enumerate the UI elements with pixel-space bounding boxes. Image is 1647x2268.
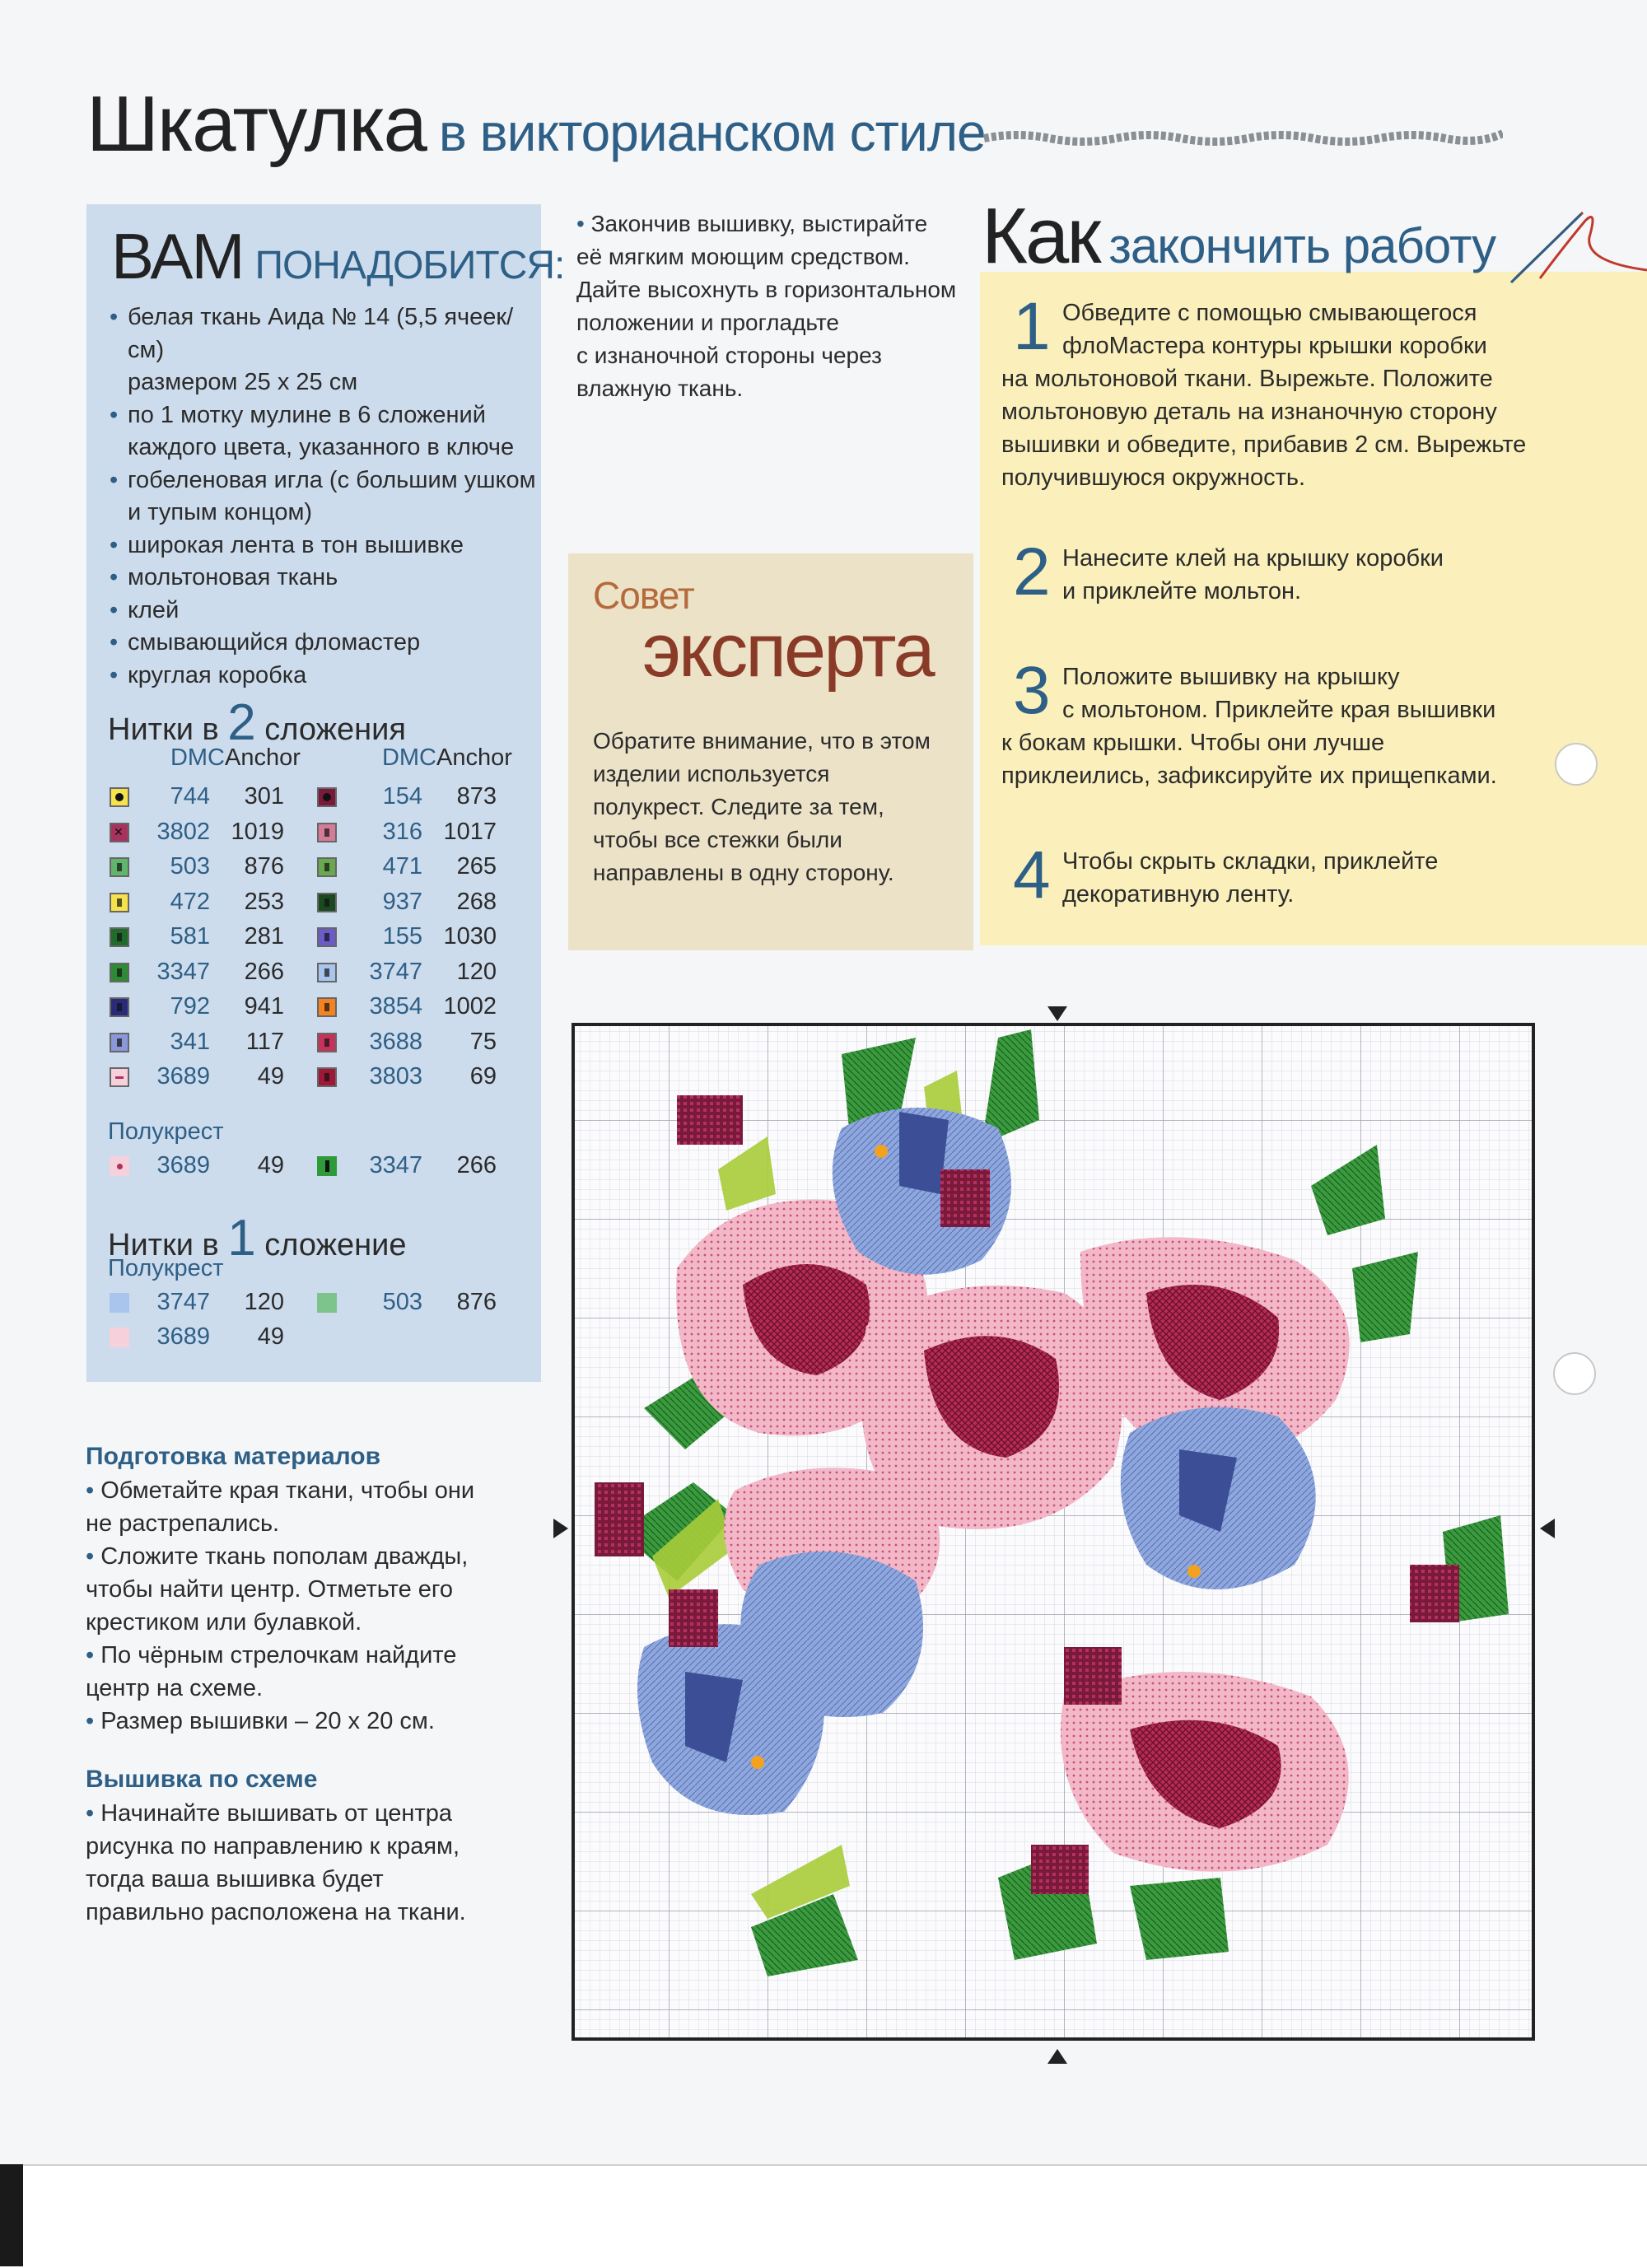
table-row [86,1061,541,1095]
expert-line: Обратите внимание, что в этом [593,728,931,754]
finish-note-text: Закончив вышивку, выстирайте [590,211,928,236]
instruction-line: • Сложите ткань пополам дважды, [86,1543,469,1570]
dmc-code: 3689 [156,1152,210,1178]
step-line: к бокам крышки. Чтобы они лучше [1001,730,1385,756]
step-line: мольтоновую деталь на изнаночную сторону [1001,399,1497,425]
threads2-title-num: 2 [227,694,256,751]
title-main: Шкатулка [86,80,426,168]
dmc-code: 503 [170,853,210,880]
dmc-code: 3803 [369,1063,422,1090]
step-line: вышивки и обведите, прибавив 2 см. Вырежьте [1001,432,1527,458]
anchor-code: 49 [257,1063,284,1090]
dmc-code: 3854 [369,993,422,1020]
swatch [110,893,129,912]
materials-item: • смывающийся фломастер [105,627,541,660]
materials-panel [86,204,565,1382]
anchor-code: 120 [244,1289,284,1315]
cross-stitch-chart [570,1021,1537,2042]
expert-line: полукрест. Следите за тем, [593,794,884,819]
finish-note-line: положении и прогладьте [576,310,839,335]
embroider-text [86,1797,514,1929]
anchor-code: 876 [244,853,284,880]
dmc-code: 472 [170,888,210,915]
table-row [86,921,541,955]
swatch [317,997,337,1017]
swatch [317,963,337,982]
table-row [86,886,541,921]
anchor-code: 75 [469,1028,497,1055]
prep-title: Подготовка материалов [86,1443,381,1470]
expert-tip-text [593,725,955,889]
swatch [110,1156,129,1176]
half-stitch-label-1: Полукрест [108,1255,224,1281]
dmc-code: 937 [382,888,422,915]
punch-hole [1553,1352,1596,1395]
materials-item: • клей [105,595,541,628]
table-row [86,1286,541,1321]
step-line: Положите вышивку на крышку [1062,664,1400,690]
finish-note-line: • Закончив вышивку, выстирайте [576,211,928,236]
anchor-code: 873 [456,783,497,810]
finish-note [576,208,972,405]
col-dmc-left: DMC [170,744,225,771]
swatch [110,927,129,947]
col-anchor-left: Anchor [225,744,301,771]
dmc-code: 744 [170,783,210,810]
threads2-title-suffix: сложения [264,712,406,747]
center-arrow-left-icon [553,1519,568,1538]
expert-line: направлены в одну сторону. [593,860,894,885]
title-rest: в викторианском стиле [438,103,986,162]
anchor-code: 266 [244,958,284,985]
anchor-code: 268 [456,888,497,915]
swatch [110,1067,129,1087]
page-title [86,79,986,170]
materials-heading [111,219,564,294]
anchor-code: 266 [456,1152,497,1178]
dmc-code: 3688 [369,1028,422,1055]
step-line: приклеились, зафиксируйте их прищепками. [1001,763,1497,789]
swatch [317,1293,337,1313]
table-row [86,851,541,885]
thread-decoration [984,124,1503,152]
swatch [317,927,337,947]
anchor-code: 876 [456,1289,497,1315]
step-line: получившуюся окружность. [1001,464,1306,491]
step-number: 2 [1013,534,1051,609]
finish-note-line: влажную ткань. [576,376,744,401]
dmc-code: 3347 [369,1152,422,1178]
center-arrow-bottom-icon [1047,2049,1067,2064]
instruction-line: • По чёрным стрелочкам найдите [86,1642,457,1668]
threads1-title-prefix: Нитки в [108,1228,219,1262]
anchor-code: 265 [456,853,497,880]
finish-note-line: её мягким моющим средством. [576,244,910,269]
instruction-line: • Обметайте края ткани, чтобы они [86,1477,475,1504]
materials-item: • гобеленовая игла (с большим ушком [105,464,541,497]
anchor-code: 1019 [231,818,284,845]
dmc-code: 581 [170,923,210,950]
finish-step [1001,653,1629,792]
step-line: Чтобы скрыть складки, приклейте [1062,848,1439,875]
table-row [86,1321,541,1356]
expert-tip-box [568,553,973,950]
swatch [317,823,337,842]
dmc-code: 3747 [369,958,422,985]
page-bottom-strip [0,2164,1647,2268]
swatch [317,1033,337,1052]
swatch [317,1156,337,1176]
swatch [317,893,337,912]
instruction-line: • Размер вышивки – 20 х 20 см. [86,1708,435,1734]
center-arrow-top-icon [1047,1006,1067,1021]
anchor-code: 69 [469,1063,497,1090]
threads1-title-suffix: сложение [264,1228,407,1262]
dmc-code: 792 [170,993,210,1020]
instruction-line: чтобы найти центр. Отметьте его [86,1576,453,1603]
swatch [110,997,129,1017]
step-line: Обведите с помощью смывающегося [1062,300,1477,326]
instruction-line: центр на схеме. [86,1675,264,1701]
embroider-title: Вышивка по схеме [86,1766,318,1793]
anchor-code: 120 [456,958,497,985]
materials-item: каждого цвета, указанного в ключе [128,434,515,460]
expert-tip-big: эксперта [642,609,933,693]
materials-list [105,301,541,692]
punch-hole [1555,743,1598,786]
prep-text [86,1474,514,1738]
swatch [110,857,129,877]
finish-note-line: Дайте высохнуть в горизонтальном [576,277,957,302]
dmc-code: 3747 [156,1289,210,1315]
swatch [110,1328,129,1347]
swatch [317,1067,337,1087]
instruction-line: тогда ваша вышивка будет [86,1866,384,1892]
finish-step [1013,534,1629,609]
anchor-code: 301 [244,783,284,810]
dmc-code: 471 [382,853,422,880]
materials-item: • белая ткань Аида № 14 (5,5 ячеек/см) [105,301,541,366]
dmc-code: 3347 [156,958,210,985]
finish-title [982,191,1495,282]
expert-line: изделии используется [593,761,830,786]
threads2-title-prefix: Нитки в [108,712,219,747]
anchor-code: 1030 [443,923,497,950]
swatch [110,1293,129,1313]
table-row [86,1150,541,1184]
dmc-code: 3689 [156,1323,210,1350]
expert-line: чтобы все стежки были [593,827,842,852]
materials-item: • круглая коробка [105,660,541,693]
col-dmc-right: DMC [381,744,436,771]
dmc-code: 341 [170,1028,210,1055]
dmc-code: 3689 [156,1063,210,1090]
finish-note-line: с изнаночной стороны через [576,343,882,368]
step-line: декоративную ленту. [1062,881,1295,908]
step-number: 3 [1013,653,1051,728]
swatch: ✕ [110,823,129,842]
half-stitch-label: Полукрест [108,1118,224,1145]
table-row [86,781,541,815]
anchor-code: 253 [244,888,284,915]
swatch [110,787,129,807]
materials-item: и тупым концом) [128,499,313,525]
dmc-code: 3802 [156,818,210,845]
dmc-code: 155 [382,923,422,950]
table-row [86,956,541,991]
page-left-edge [0,2164,23,2266]
table-row [86,816,541,851]
step-line: Нанесите клей на крышку коробки [1062,545,1444,572]
instruction-line: • Начинайте вышивать от центра [86,1800,452,1827]
anchor-code: 117 [245,1028,284,1055]
anchor-code: 1017 [443,818,497,845]
finish-step [1013,838,1629,912]
finish-title-small: закончить работу [1108,218,1496,273]
table-row [86,1026,541,1061]
instruction-line: крестиком или булавкой. [86,1609,362,1636]
col-anchor-right: Anchor [436,744,512,771]
expert-tip-small: Совет [593,574,694,617]
anchor-code: 49 [257,1152,284,1178]
threads2-title [108,693,406,752]
instruction-line: правильно расположена на ткани. [86,1899,466,1925]
thread-tail-decoration [1507,204,1647,287]
anchor-code: 49 [257,1323,284,1350]
step-line: с мольтоном. Приклейте края вышивки [1062,697,1496,723]
swatch [317,857,337,877]
materials-heading-big: ВАМ [111,220,244,292]
materials-item: размером 25 х 25 см [128,369,358,395]
instruction-line: не растрепались. [86,1510,280,1537]
anchor-code: 281 [244,923,284,950]
materials-heading-small: ПОНАДОБИТСЯ: [254,244,565,287]
center-arrow-right-icon [1540,1519,1555,1538]
materials-item: • широкая лента в тон вышивке [105,530,541,562]
threads1-title-num: 1 [227,1210,256,1267]
dmc-code: 503 [382,1289,422,1315]
finish-step [1001,289,1629,494]
step-number: 4 [1013,838,1051,912]
materials-item: • по 1 мотку мулине в 6 сложений [105,399,541,432]
materials-item: • мольтоновая ткань [105,562,541,595]
anchor-code: 1002 [443,993,497,1020]
swatch [317,787,337,807]
swatch [110,963,129,982]
step-line: на мольтоновой ткани. Вырежьте. Положите [1001,366,1493,392]
finish-title-big: Как [982,192,1099,280]
step-line: флоМастера контуры крышки коробки [1062,333,1487,359]
anchor-code: 941 [244,993,284,1020]
swatch [110,1033,129,1052]
table-row [86,991,541,1025]
dmc-code: 154 [382,783,422,810]
step-number: 1 [1013,289,1051,364]
dmc-code: 316 [382,818,422,845]
step-line: и приклейте мольтон. [1062,578,1302,604]
instruction-line: рисунка по направлению к краям, [86,1833,460,1860]
